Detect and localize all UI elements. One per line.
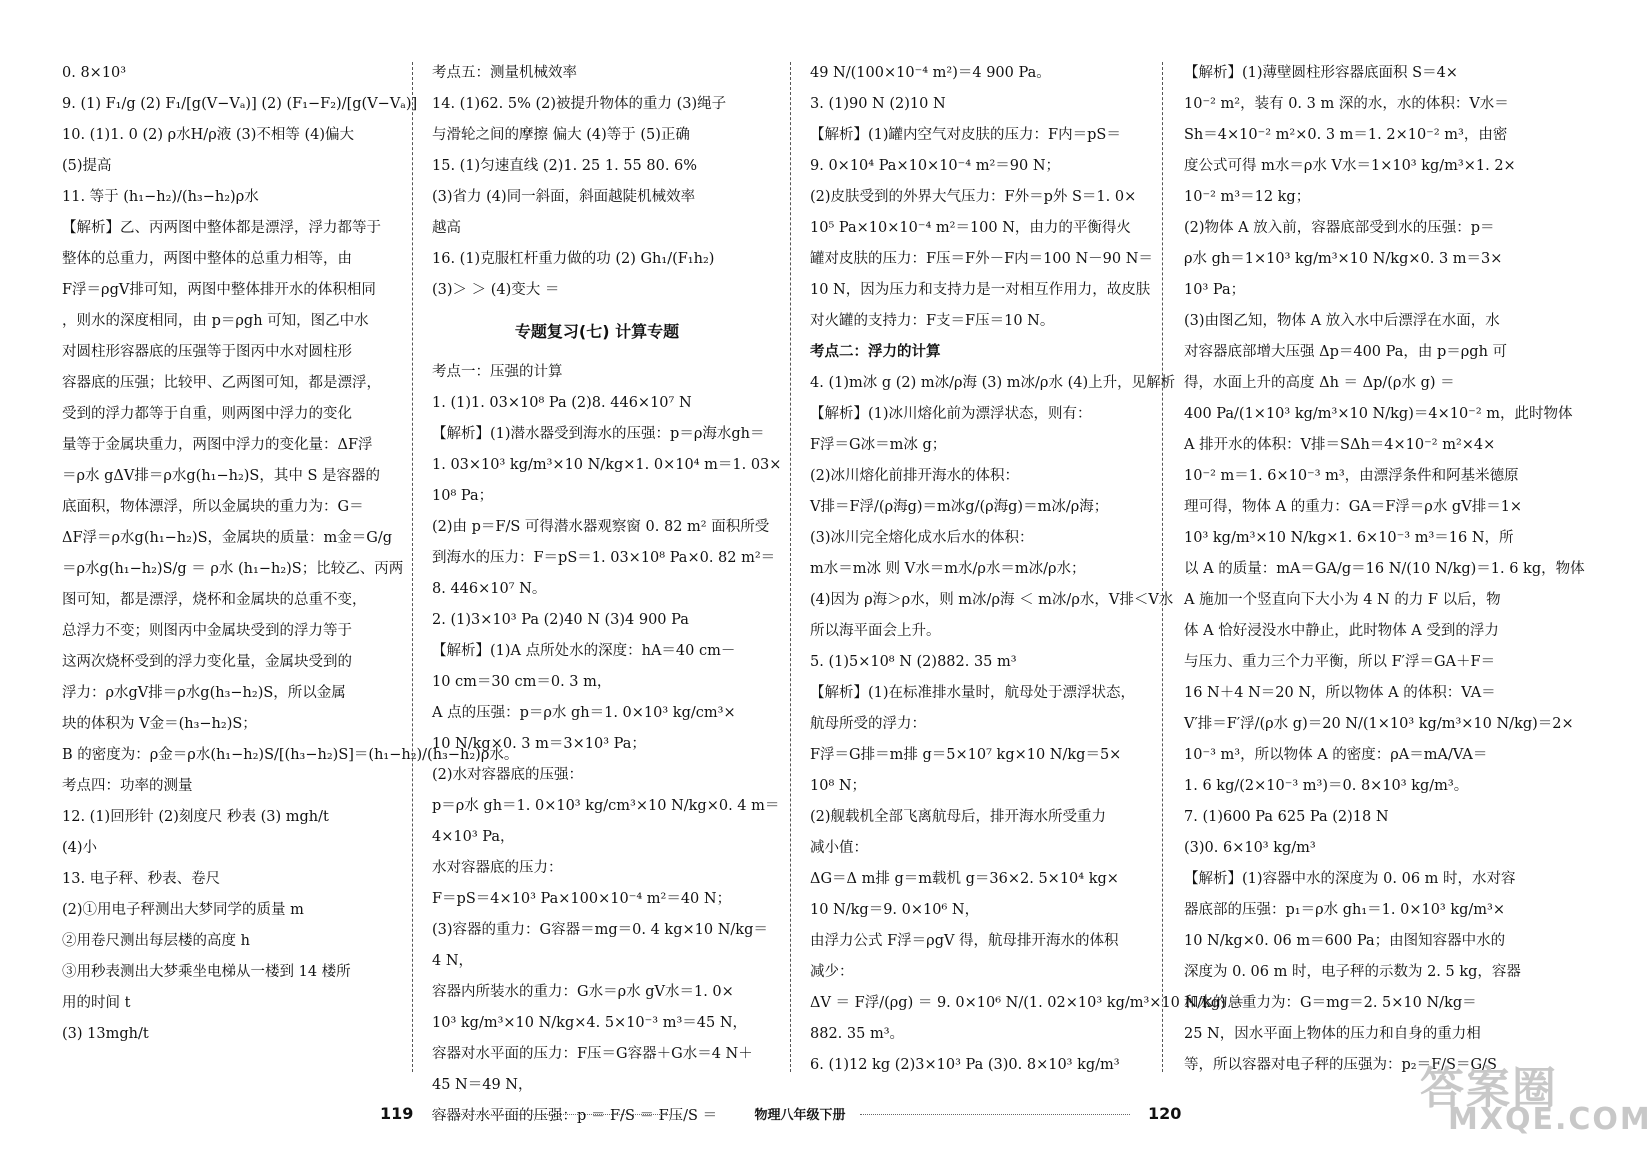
text-line: 10⁸ N； bbox=[810, 778, 867, 794]
text-line: F＝pS＝4×10³ Pa×100×10⁻⁴ m²＝40 N； bbox=[432, 891, 732, 907]
text-line: 45 N＝49 N， bbox=[432, 1077, 533, 1093]
text-line: 航母所受的浮力： bbox=[810, 716, 926, 732]
text-line: (2)舰载机全部飞离航母后，排开海水所受重力 bbox=[810, 809, 1107, 825]
text-line: 10⁻³ m³，所以物体 A 的密度：ρA＝mA/VA＝ bbox=[1184, 747, 1488, 763]
text-line: 10 N，因为压力和支持力是一对相互作用力，故皮肤 bbox=[810, 282, 1151, 298]
text-line: 4. (1)m冰 g (2) m冰/ρ海 (3) m冰/ρ水 (4)上升，见解析 bbox=[810, 375, 1176, 391]
text-line: 16 N＋4 N＝20 N，所以物体 A 的体积：VA＝ bbox=[1184, 685, 1496, 701]
text-line: 4×10³ Pa， bbox=[432, 829, 515, 845]
text-line: 由浮力公式 F浮＝ρgV 得，航母排开海水的体积 bbox=[810, 933, 1119, 949]
column-3 bbox=[810, 58, 1245, 1081]
text-line: 9. 0×10⁴ Pa×10×10⁻⁴ m²＝90 N； bbox=[810, 158, 1061, 174]
text-line: 10 cm＝30 cm＝0. 3 m， bbox=[432, 674, 612, 690]
text-line: 考点五：测量机械效率 bbox=[432, 65, 577, 81]
text-line: 图可知，都是漂浮，烧杯和金属块的总重不变， bbox=[62, 592, 367, 608]
text-line: 理可得，物体 A 的重力：GA＝F浮＝ρ水 gV排＝1× bbox=[1184, 499, 1523, 515]
text-line: 与滑轮之间的摩擦 偏大 (4)等于 (5)正确 bbox=[432, 127, 690, 143]
column-divider bbox=[412, 62, 413, 1072]
text-line: (4)因为 ρ海＞ρ水，则 m冰/ρ海 ＜ m冰/ρ水，V排＜V水 bbox=[810, 592, 1174, 608]
text-line: 和水的总重力为：G＝mg＝2. 5×10 N/kg＝ bbox=[1184, 995, 1477, 1011]
text-line: (3)＞ ＞ (4)变大 ＝ bbox=[432, 282, 560, 298]
text-line: ΔV ＝ F浮/(ρg) ＝ 9. 0×10⁶ N/(1. 02×10³ kg/m³×10 N/kg) ＝ bbox=[810, 995, 1245, 1011]
text-line: 【解析】(1)薄壁圆柱形容器底面积 S＝4× bbox=[1184, 65, 1458, 81]
watermark-url: MXQE.COM bbox=[1448, 1102, 1652, 1137]
text-line: 6. (1)12 kg (2)3×10³ Pa (3)0. 8×10³ kg/m³ bbox=[810, 1057, 1120, 1073]
text-line: (3)0. 6×10³ kg/m³ bbox=[1184, 840, 1316, 856]
text-line: (2)物体 A 放入前，容器底部受到水的压强：p＝ bbox=[1184, 220, 1495, 236]
text-line: 0. 8×10³ bbox=[62, 65, 127, 81]
text-line: 4 N， bbox=[432, 953, 474, 969]
text-line: (3)冰川完全熔化成水后水的体积： bbox=[810, 530, 1034, 546]
text-line: 10 N/kg＝9. 0×10⁶ N， bbox=[810, 902, 980, 918]
text-line: 9. (1) F₁/g (2) F₁/[g(V−Vₐ)] (2) (F₁−F₂)/[g(V−Vₐ)] bbox=[62, 96, 418, 112]
text-line: 深度为 0. 06 m 时，电子秤的示数为 2. 5 kg，容器 bbox=[1184, 964, 1521, 980]
text-line: 等，所以容器对电子秤的压强为：p₂＝F/S＝G/S bbox=[1184, 1057, 1497, 1073]
text-line: 对圆柱形容器底的压强等于图丙中水对圆柱形 bbox=[62, 344, 352, 360]
text-line: 1. (1)1. 03×10⁸ Pa (2)8. 446×10⁷ N bbox=[432, 395, 692, 411]
text-line: (5)提高 bbox=[62, 158, 112, 174]
text-line: F浮＝G冰＝m冰 g； bbox=[810, 437, 947, 453]
text-line: ②用卷尺测出每层楼的高度 h bbox=[62, 933, 250, 949]
text-line: ＝ρ水g(h₁−h₂)S/g ＝ ρ水 (h₁−h₂)S；比较乙、丙两 bbox=[62, 561, 404, 577]
text-line: 400 Pa/(1×10³ kg/m³×10 N/kg)＝4×10⁻² m，此时物体 bbox=[1184, 406, 1573, 422]
text-line: 10³ kg/m³×10 N/kg×1. 6×10⁻³ m³＝16 N，所 bbox=[1184, 530, 1514, 546]
text-line: 器底部的压强：p₁＝ρ水 gh₁＝1. 0×10³ kg/m³× bbox=[1184, 902, 1506, 918]
text-line: 底面积，物体漂浮，所以金属块的重力为：G＝ bbox=[62, 499, 364, 515]
text-line: 容器对水平面的压力：F压＝G容器＋G水＝4 N＋ bbox=[432, 1046, 753, 1062]
text-line: 【解析】(1)容器中水的深度为 0. 06 m 时，水对容 bbox=[1184, 871, 1516, 887]
text-line: 块的体积为 V金＝(h₃−h₂)S； bbox=[62, 716, 257, 732]
text-line: 10 N/kg×0. 06 m＝600 Pa；由图知容器中水的 bbox=[1184, 933, 1506, 949]
text-line: 得，水面上升的高度 Δh ＝ Δp/(ρ水 g) ＝ bbox=[1184, 375, 1455, 391]
text-line: 10³ kg/m³×10 N/kg×4. 5×10⁻³ m³＝45 N， bbox=[432, 1015, 748, 1031]
column-divider bbox=[790, 62, 791, 1072]
footer-rule bbox=[860, 1114, 1130, 1115]
text-line: 15. (1)匀速直线 (2)1. 25 1. 55 80. 6% bbox=[432, 158, 698, 174]
text-line: 16. (1)克服杠杆重力做的功 (2) Gh₁/(F₁h₂) bbox=[432, 251, 715, 267]
text-line: A 施加一个竖直向下大小为 4 N 的力 F 以后，物 bbox=[1184, 592, 1501, 608]
text-line: (3)由图乙知，物体 A 放入水中后漂浮在水面，水 bbox=[1184, 313, 1500, 329]
text-line: 受到的浮力都等于自重，则两图中浮力的变化 bbox=[62, 406, 352, 422]
text-line: 10⁸ Pa； bbox=[432, 488, 494, 504]
text-line: ，则水的深度相同，由 p＝ρgh 可知，图乙中水 bbox=[62, 313, 369, 329]
column-divider bbox=[1162, 62, 1163, 1072]
text-line: A 点的压强：p＝ρ水 gh＝1. 0×10³ kg/cm³× bbox=[432, 705, 736, 721]
text-line: 容器内所装水的重力：G水＝ρ水 gV水＝1. 0× bbox=[432, 984, 734, 1000]
text-line: 对容器底部增大压强 Δp＝400 Pa，由 p＝ρgh 可 bbox=[1184, 344, 1508, 360]
text-line: 以 A 的质量：mA＝GA/g＝16 N/(10 N/kg)＝1. 6 kg，物体 bbox=[1184, 561, 1585, 577]
text-line: F浮＝ρgV排可知，两图中整体排开水的体积相同 bbox=[62, 282, 376, 298]
text-line: 【解析】(1)A 点所处水的深度：hA＝40 cm－ bbox=[432, 643, 736, 659]
book-title: 物理八年级下册 bbox=[754, 1108, 846, 1123]
text-line: 14. (1)62. 5% (2)被提升物体的重力 (3)绳子 bbox=[432, 96, 727, 112]
text-line: 2. (1)3×10³ Pa (2)40 N (3)4 900 Pa bbox=[432, 612, 689, 628]
text-line: 【解析】(1)冰川熔化前为漂浮状态，则有： bbox=[810, 406, 1092, 422]
column-2 bbox=[432, 58, 782, 1132]
text-line: 3. (1)90 N (2)10 N bbox=[810, 96, 946, 112]
text-line: 49 N/(100×10⁻⁴ m²)＝4 900 Pa。 bbox=[810, 65, 1051, 81]
text-line: (2)由 p＝F/S 可得潜水器观察窗 0. 82 m² 面积所受 bbox=[432, 519, 770, 535]
text-line: 【解析】(1)在标准排水量时，航母处于漂浮状态， bbox=[810, 685, 1136, 701]
text-line: 【解析】(1)罐内空气对皮肤的压力：F内＝pS＝ bbox=[810, 127, 1121, 143]
page-number-left: 119 bbox=[380, 1104, 414, 1123]
text-line: 【解析】(1)潜水器受到海水的压强：p＝ρ海水gh＝ bbox=[432, 426, 765, 442]
text-line: 25 N，因水平面上物体的压力和自身的重力相 bbox=[1184, 1026, 1481, 1042]
text-line: ρ水 gh＝1×10³ kg/m³×10 N/kg×0. 3 m＝3× bbox=[1184, 251, 1503, 267]
text-line: 越高 bbox=[432, 220, 461, 236]
text-line: 整体的总重力，两图中整体的总重力相等，由 bbox=[62, 251, 352, 267]
text-line: 10 N/kg×0. 3 m＝3×10³ Pa； bbox=[432, 736, 646, 752]
text-line: p＝ρ水 gh＝1. 0×10³ kg/cm³×10 N/kg×0. 4 m＝ bbox=[432, 798, 780, 814]
column-2-bottom bbox=[432, 357, 782, 1132]
text-line: 罐对皮肤的压力：F压＝F外－F内＝100 N－90 N＝ bbox=[810, 251, 1153, 267]
text-line: 量等于金属块重力，两图中浮力的变化量：ΔF浮 bbox=[62, 437, 373, 453]
text-line: ＝ρ水 gΔV排＝ρ水g(h₁−h₂)S，其中 S 是容器的 bbox=[62, 468, 381, 484]
section-title: 专题复习(七) 计算专题 bbox=[514, 322, 680, 341]
text-line: (3) 13mgh/t bbox=[62, 1026, 149, 1042]
page-number-right: 120 bbox=[1148, 1104, 1182, 1123]
text-line: m水＝m冰 则 V水＝m水/ρ水＝m冰/ρ水； bbox=[810, 561, 1086, 577]
text-line: 1. 03×10³ kg/m³×10 N/kg×1. 0×10⁴ m＝1. 03× bbox=[432, 457, 782, 473]
column-3-bottom bbox=[810, 368, 1245, 1081]
text-line: A 排开水的体积：V排＝SΔh＝4×10⁻² m²×4× bbox=[1184, 437, 1496, 453]
text-line: 体 A 恰好浸没水中静止，此时物体 A 受到的浮力 bbox=[1184, 623, 1499, 639]
column-2-top bbox=[432, 58, 762, 306]
text-line: Sh＝4×10⁻² m²×0. 3 m＝1. 2×10⁻² m³，由密 bbox=[1184, 127, 1508, 143]
text-line: V′排＝F′浮/(ρ水 g)＝20 N/(1×10³ kg/m³×10 N/kg)＝2× bbox=[1184, 716, 1574, 732]
text-line: 总浮力不变；则图丙中金属块受到的浮力等于 bbox=[62, 623, 352, 639]
text-line: 8. 446×10⁷ N。 bbox=[432, 581, 547, 597]
text-line: (2)皮肤受到的外界大气压力：F外＝p外 S＝1. 0× bbox=[810, 189, 1137, 205]
text-line: 11. 等于 (h₁−h₂)/(h₃−h₂)ρ水 bbox=[62, 189, 259, 205]
watermark-logo: 答案圈 bbox=[1420, 1063, 1558, 1114]
text-line: (2)冰川熔化前排开海水的体积： bbox=[810, 468, 1020, 484]
text-line: 5. (1)5×10⁸ N (2)882. 35 m³ bbox=[810, 654, 1017, 670]
column-4 bbox=[1184, 58, 1585, 1081]
text-line: (3)容器的重力：G容器＝mg＝0. 4 kg×10 N/kg＝ bbox=[432, 922, 768, 938]
text-line: 用的时间 t bbox=[62, 995, 131, 1011]
text-line: 1. 6 kg/(2×10⁻³ m³)＝0. 8×10³ kg/m³。 bbox=[1184, 778, 1469, 794]
text-line: 减少： bbox=[810, 964, 854, 980]
text-line: 13. 电子秤、秒表、卷尺 bbox=[62, 871, 221, 887]
text-line: 10. (1)1. 0 (2) ρ水H/ρ液 (3)不相等 (4)偏大 bbox=[62, 127, 355, 143]
text-line: 水对容器底的压力： bbox=[432, 860, 563, 876]
text-line: 浮力：ρ水gV排＝ρ水g(h₃−h₂)S，所以金属 bbox=[62, 685, 346, 701]
text-line: 10⁻² m＝1. 6×10⁻³ m³，由漂浮条件和阿基米德原 bbox=[1184, 468, 1519, 484]
text-line: 减小值： bbox=[810, 840, 868, 856]
column-3-top bbox=[810, 58, 1153, 337]
text-line: ΔF浮＝ρ水g(h₁−h₂)S，金属块的质量：m金＝G/g bbox=[62, 530, 393, 546]
text-line: F浮＝G排＝m排 g＝5×10⁷ kg×10 N/kg＝5× bbox=[810, 747, 1122, 763]
text-line: B 的密度为：ρ金＝ρ水(h₁−h₂)S/[(h₃−h₂)S]＝(h₁−h₂)/(h₃−h₂)ρ水。 bbox=[62, 747, 519, 763]
text-line: 度公式可得 m水＝ρ水 V水＝1×10³ kg/m³×1. 2× bbox=[1184, 158, 1516, 174]
text-line: 考点四：功率的测量 bbox=[62, 778, 193, 794]
text-line: 考点一：压强的计算 bbox=[432, 364, 563, 380]
text-line: 7. (1)600 Pa 625 Pa (2)18 N bbox=[1184, 809, 1389, 825]
text-line: 这两次烧杯受到的浮力变化量，金属块受到的 bbox=[62, 654, 352, 670]
text-line: (2)水对容器底的压强： bbox=[432, 767, 584, 783]
text-line: 10³ Pa； bbox=[1184, 282, 1246, 298]
text-line: 12. (1)回形针 (2)刻度尺 秒表 (3) mgh/t bbox=[62, 809, 329, 825]
text-line: 882. 35 m³。 bbox=[810, 1026, 905, 1042]
text-line: V排＝F浮/(ρ海g)＝m冰g/(ρ海g)＝m冰/ρ海； bbox=[810, 499, 1109, 515]
text-line: (4)小 bbox=[62, 840, 98, 856]
text-line: 容器对水平面的压强：p ＝ F/S ＝ F压/S ＝ bbox=[432, 1108, 718, 1124]
text-line: (3)省力 (4)同一斜面，斜面越陡机械效率 bbox=[432, 189, 696, 205]
text-line: ΔG＝Δ m排 g＝m载机 g＝36×2. 5×10⁴ kg× bbox=[810, 871, 1119, 887]
section-subtitle: 考点二：浮力的计算 bbox=[810, 344, 941, 360]
text-line: 与压力、重力三个力平衡，所以 F′浮＝GA＋F＝ bbox=[1184, 654, 1496, 670]
text-line: (2)①用电子秤测出大梦同学的质量 m bbox=[62, 902, 304, 918]
text-line: 10⁻² m³＝12 kg； bbox=[1184, 189, 1311, 205]
text-line: ③用秒表测出大梦乘坐电梯从一楼到 14 楼所 bbox=[62, 964, 351, 980]
text-line: 10⁵ Pa×10×10⁻⁴ m²＝100 N，由力的平衡得火 bbox=[810, 220, 1131, 236]
text-line: 到海水的压力：F＝pS＝1. 03×10⁸ Pa×0. 82 m²＝ bbox=[432, 550, 776, 566]
text-line: 【解析】乙、丙两图中整体都是漂浮，浮力都等于 bbox=[62, 220, 381, 236]
text-line: 容器底的压强；比较甲、乙两图可知，都是漂浮， bbox=[62, 375, 381, 391]
text-line: 所以海平面会上升。 bbox=[810, 623, 941, 639]
text-line: 对火罐的支持力：F支＝F压＝10 N。 bbox=[810, 313, 1055, 329]
text-line: 10⁻² m²，装有 0. 3 m 深的水，水的体积：V水＝ bbox=[1184, 96, 1509, 112]
